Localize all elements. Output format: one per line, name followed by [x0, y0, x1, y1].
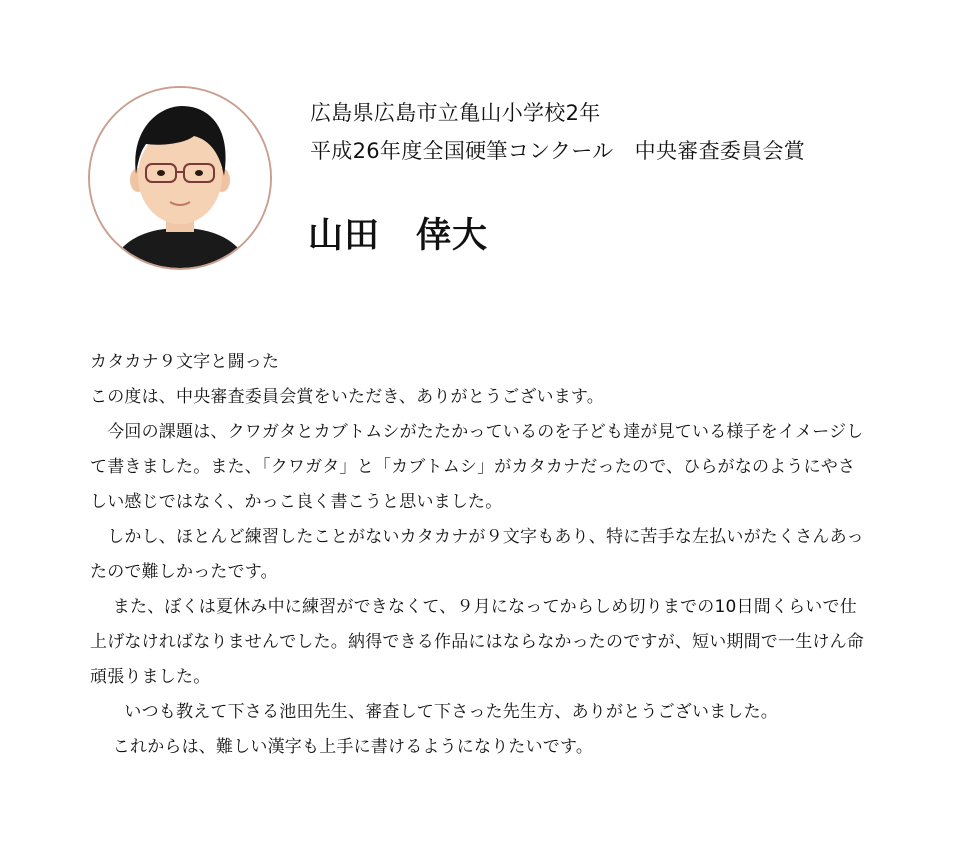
award-line: 平成26年度全国硬筆コンクール 中央審査委員会賞 — [310, 139, 806, 163]
essay-paragraph: また、ぼくは夏休み中に練習ができなくて、９月になってからしめ切りまでの10日間くらいで仕上げなければなりませんでした。納得できる作品にはならなかったのですが、短い期間で一生けん命頑張りました。 — [90, 597, 864, 687]
student-photo — [88, 86, 272, 270]
essay-body — [90, 345, 870, 765]
essay-title: カタカナ９文字と闘った — [90, 352, 280, 372]
essay-paragraph: この度は、中央審査委員会賞をいただき、ありがとうございます。 — [90, 387, 604, 407]
student-name: 山田 倖大 — [308, 216, 489, 256]
essay-paragraph: これからは、難しい漢字も上手に書けるようになりたいです。 — [90, 737, 594, 757]
school-grade-line: 広島県広島市立亀山小学校2年 — [310, 101, 601, 125]
essay-paragraph: いつも教えて下さる池田先生、審査して下さった先生方、ありがとうございました。 — [90, 702, 778, 722]
essay-paragraph: 今回の課題は、クワガタとカブトムシがたたかっているのを子ども達が見ている様子をイメージして書きました。また、「クワガタ」と「カブトムシ」がカタカナだったので、ひらがなのようにやさしい感じではなく、かっこ良く書こうと思いました。 — [90, 422, 864, 512]
student-portrait-image — [90, 88, 270, 268]
essay-paragraph: しかし、ほとんど練習したことがないカタカナが９文字もあり、特に苦手な左払いがたくさんあったので難しかったです。 — [90, 527, 864, 582]
